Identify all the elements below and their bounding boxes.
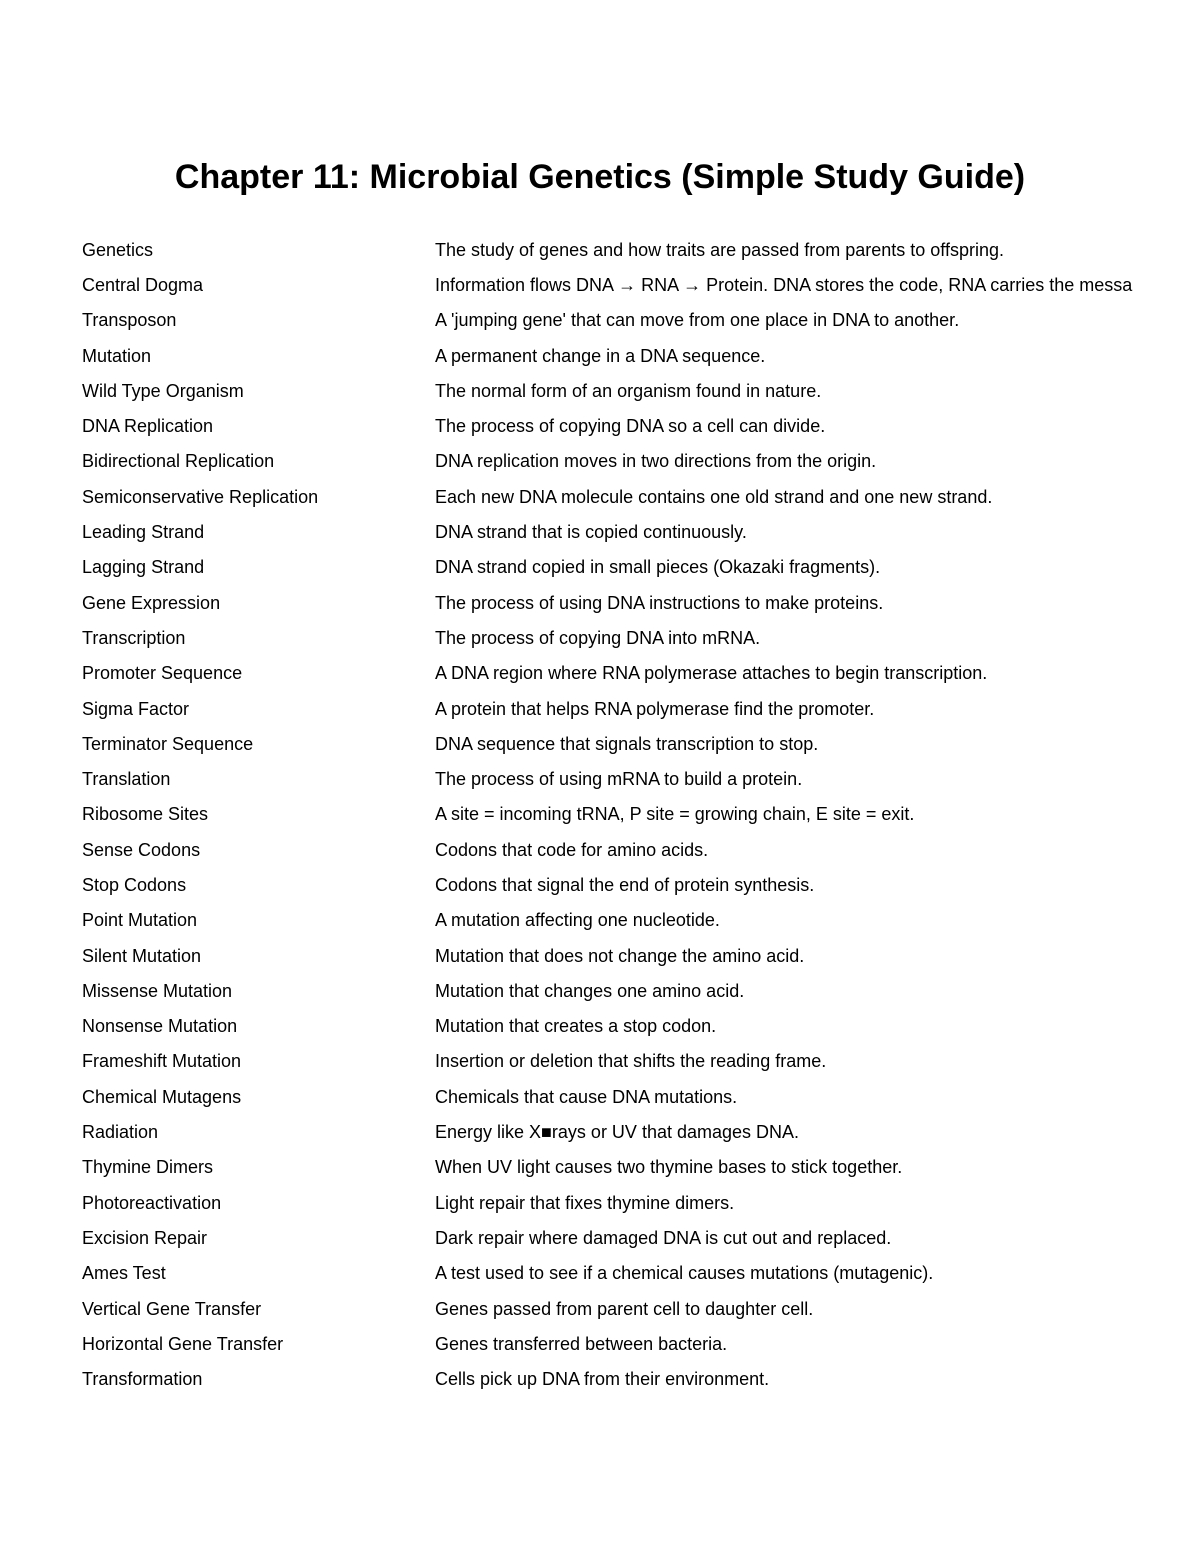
glossary-entry [82,479,1200,514]
glossary-term: Leading Strand [82,522,205,543]
glossary-term: Vertical Gene Transfer [82,1298,262,1319]
glossary-entry [82,1220,1200,1255]
glossary-definition: The process of copying DNA so a cell can divide. [435,416,826,437]
glossary-term: Missense Mutation [82,980,233,1001]
glossary-list [82,232,1200,1397]
glossary-definition: A test used to see if a chemical causes mutations (mutagenic). [435,1263,934,1284]
glossary-term: Ames Test [82,1263,166,1284]
glossary-term: Point Mutation [82,910,198,931]
glossary-entry [82,797,1200,832]
glossary-definition: The process of using DNA instructions to make proteins. [435,592,884,613]
glossary-definition: A 'jumping gene' that can move from one place in DNA to another. [435,310,960,331]
glossary-term: Terminator Sequence [82,733,254,754]
glossary-entry [82,903,1200,938]
glossary-term: Sigma Factor [82,698,190,719]
glossary-entry [82,867,1200,902]
glossary-entry [82,620,1200,655]
glossary-term: Nonsense Mutation [82,1016,238,1037]
glossary-entry [82,832,1200,867]
glossary-definition: A mutation affecting one nucleotide. [435,910,720,931]
glossary-term: Translation [82,769,171,790]
glossary-definition: The normal form of an organism found in nature. [435,380,822,401]
glossary-definition: Mutation that does not change the amino acid. [435,945,805,966]
glossary-entry [82,761,1200,796]
glossary-term: Chemical Mutagens [82,1086,242,1107]
glossary-definition: A protein that helps RNA polymerase find the promoter. [435,698,875,719]
glossary-definition: Cells pick up DNA from their environment. [435,1369,770,1390]
glossary-entry [82,585,1200,620]
glossary-term: Transposon [82,310,177,331]
glossary-entry [82,726,1200,761]
glossary-entry [82,1079,1200,1114]
glossary-definition: Mutation that changes one amino acid. [435,980,745,1001]
glossary-definition: Light repair that fixes thymine dimers. [435,1192,735,1213]
glossary-definition: DNA strand copied in small pieces (Okazaki fragments). [435,557,881,578]
glossary-definition: A DNA region where RNA polymerase attaches to begin transcription. [435,663,988,684]
glossary-definition: Genes passed from parent cell to daughter cell. [435,1298,814,1319]
glossary-term: Promoter Sequence [82,663,243,684]
glossary-entry [82,1256,1200,1291]
glossary-term: Semiconservative Replication [82,486,319,507]
glossary-definition: Chemicals that cause DNA mutations. [435,1086,738,1107]
glossary-entry [82,514,1200,549]
glossary-definition: Genes transferred between bacteria. [435,1333,728,1354]
glossary-entry [82,373,1200,408]
glossary-term: DNA Replication [82,416,214,437]
glossary-entry [82,1185,1200,1220]
glossary-term: Lagging Strand [82,557,205,578]
glossary-term: Genetics [82,239,154,260]
glossary-entry [82,1114,1200,1149]
glossary-entry [82,1291,1200,1326]
glossary-term: Thymine Dimers [82,1157,214,1178]
glossary-entry [82,408,1200,443]
glossary-definition: Mutation that creates a stop codon. [435,1016,717,1037]
glossary-entry [82,444,1200,479]
glossary-term: Transformation [82,1369,203,1390]
glossary-entry [82,656,1200,691]
glossary-entry [82,232,1200,267]
glossary-entry [82,303,1200,338]
glossary-term: Ribosome Sites [82,804,209,825]
glossary-term: Wild Type Organism [82,380,244,401]
glossary-entry [82,1150,1200,1185]
glossary-entry [82,550,1200,585]
glossary-definition: Insertion or deletion that shifts the reading frame. [435,1051,827,1072]
glossary-definition: Dark repair where damaged DNA is cut out and replaced. [435,1227,892,1248]
glossary-definition: The study of genes and how traits are passed from parents to offspring. [435,239,1004,260]
glossary-definition: The process of using mRNA to build a protein. [435,769,803,790]
glossary-definition: Information flows DNA → RNA → Protein. DNA stores the code, RNA carries the messa [435,274,1133,295]
glossary-entry [82,1009,1200,1044]
glossary-definition: A permanent change in a DNA sequence. [435,345,766,366]
glossary-entry [82,338,1200,373]
glossary-definition: Energy like X■rays or UV that damages DNA. [435,1122,800,1143]
glossary-term: Mutation [82,345,152,366]
glossary-term: Silent Mutation [82,945,202,966]
glossary-definition: The process of copying DNA into mRNA. [435,627,761,648]
glossary-definition: Each new DNA molecule contains one old strand and one new strand. [435,486,993,507]
glossary-entry [82,1044,1200,1079]
glossary-entry [82,267,1200,302]
glossary-term: Bidirectional Replication [82,451,275,472]
glossary-term: Radiation [82,1122,159,1143]
glossary-entry [82,691,1200,726]
glossary-term: Excision Repair [82,1227,208,1248]
glossary-definition: Codons that code for amino acids. [435,839,709,860]
glossary-term: Central Dogma [82,274,204,295]
glossary-entry [82,973,1200,1008]
glossary-term: Frameshift Mutation [82,1051,242,1072]
glossary-term: Sense Codons [82,839,201,860]
glossary-entry [82,1326,1200,1361]
glossary-term: Stop Codons [82,874,187,895]
glossary-entry [82,938,1200,973]
glossary-term: Horizontal Gene Transfer [82,1333,284,1354]
glossary-term: Transcription [82,627,186,648]
glossary-definition: When UV light causes two thymine bases to stick together. [435,1157,903,1178]
glossary-term: Photoreactivation [82,1192,222,1213]
glossary-term: Gene Expression [82,592,221,613]
glossary-entry [82,1362,1200,1397]
glossary-definition: DNA sequence that signals transcription to stop. [435,733,819,754]
glossary-definition: DNA replication moves in two directions from the origin. [435,451,877,472]
glossary-definition: A site = incoming tRNA, P site = growing chain, E site = exit. [435,804,915,825]
glossary-definition: DNA strand that is copied continuously. [435,522,747,543]
page-title: Chapter 11: Microbial Genetics (Simple Study Guide) [174,158,1026,196]
glossary-definition: Codons that signal the end of protein synthesis. [435,874,815,895]
